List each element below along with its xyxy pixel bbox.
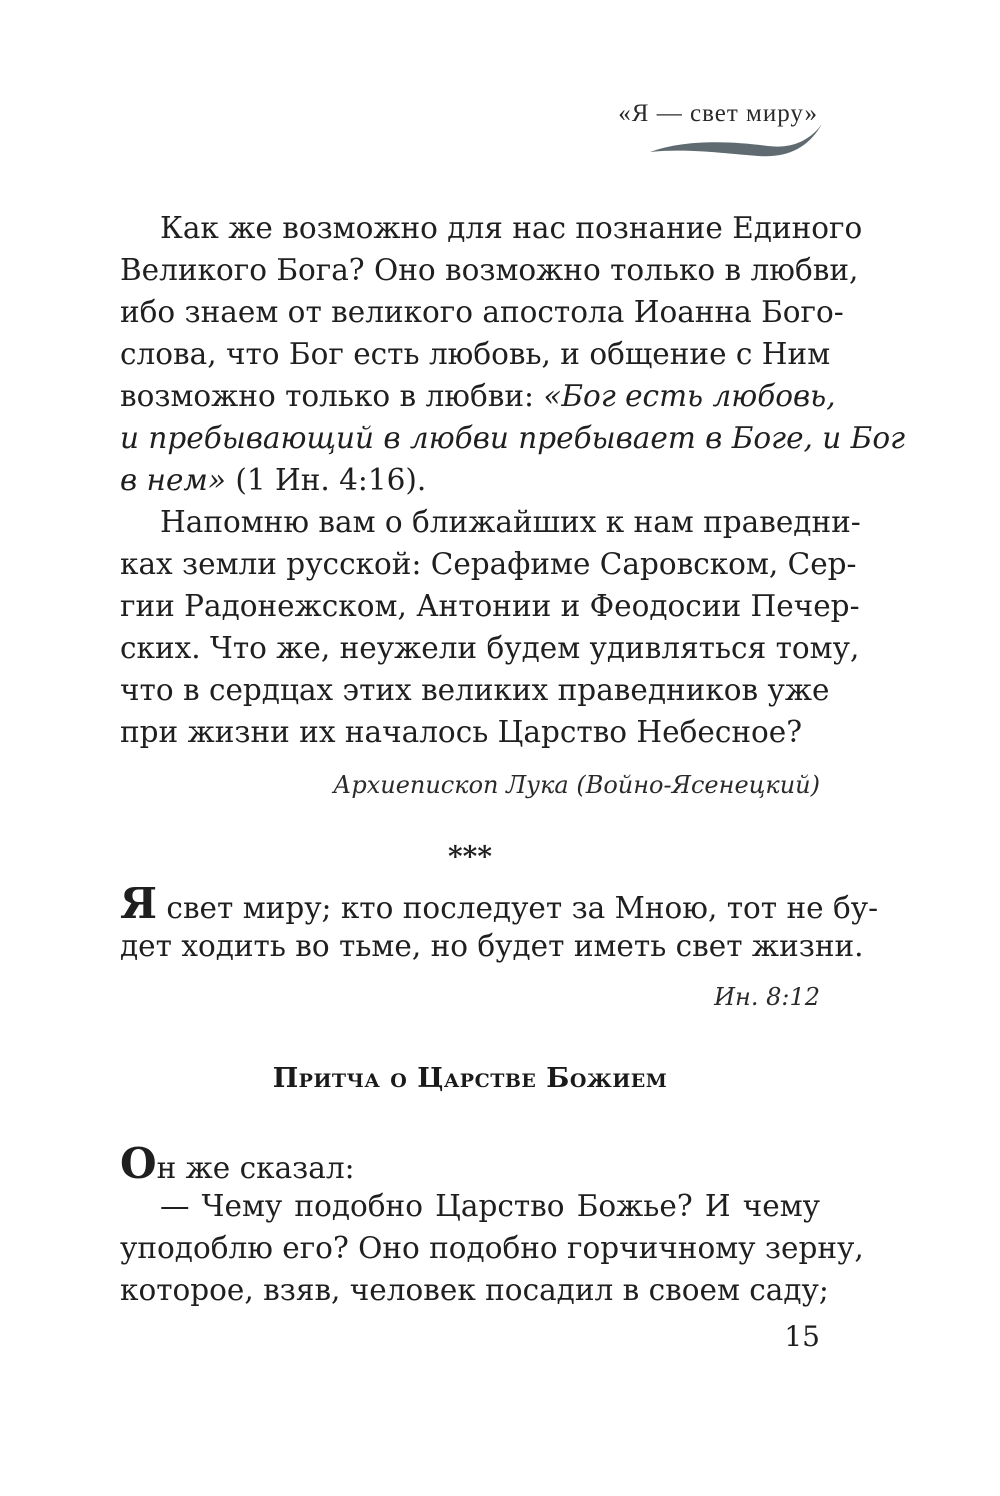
para1-line-1: Как же возможно для нас познание Единого xyxy=(160,211,863,245)
verse-line-1-rest: свет миру; кто последует за Мною, тот не бу- xyxy=(157,891,879,925)
para2-line-4: ских. Что же, неужели будем удивляться тому, xyxy=(120,631,860,665)
section-separator: *** xyxy=(448,840,492,873)
para1-line-5-quote: «Бог есть любовь, xyxy=(543,379,836,413)
verse-reference: Ин. 8:12 xyxy=(714,983,820,1011)
para2-line-6: при жизни их началось Царство Небесное? xyxy=(120,715,803,749)
para2-line-3: гии Радонежском, Антонии и Феодосии Печер- xyxy=(120,589,860,623)
section-line-4: которое, взяв, человек посадил в своем саду; xyxy=(120,1273,829,1307)
swoosh-ornament-icon xyxy=(648,118,824,162)
running-title: «Я — свет миру» xyxy=(618,100,818,127)
para1-line-6: и пребывающий в любви пребывает в Боге, и Бог xyxy=(120,421,906,455)
para1-line-5-plain: возможно только в любви: xyxy=(120,379,544,413)
attribution: Архиепископ Лука (Войно-Ясенецкий) xyxy=(333,771,820,799)
section-line-1-rest: н же сказал: xyxy=(156,1151,355,1185)
para2-line-5: что в сердцах этих великих праведников уже xyxy=(120,673,830,707)
para1-line-7-plain: (1 Ин. 4:16). xyxy=(225,463,427,497)
verse-line-2: дет ходить во тьме, но будет иметь свет жизни. xyxy=(120,929,864,963)
section-line-3: уподоблю его? Оно подобно горчичному зерну, xyxy=(120,1231,864,1265)
verse-line-1 xyxy=(120,879,879,928)
section-heading: Притча о Царстве Божием xyxy=(272,1063,668,1094)
para1-line-4: слова, что Бог есть любовь, и общение с Ним xyxy=(120,337,831,371)
section-line-1 xyxy=(120,1139,355,1188)
verse-initial: Я xyxy=(120,879,158,928)
section-line-2: — Чему подобно Царство Божье? И чему xyxy=(160,1189,820,1223)
section-initial: О xyxy=(120,1139,157,1188)
page-number: 15 xyxy=(784,1320,820,1353)
para2-line-1: Напомню вам о ближайших к нам праведни- xyxy=(160,505,861,539)
para1-line-7 xyxy=(120,460,426,500)
para2-line-2: ках земли русской: Серафиме Саровском, Сер- xyxy=(120,547,857,581)
para1-line-2: Великого Бога? Оно возможно только в любви, xyxy=(120,253,859,287)
para1-line-5 xyxy=(120,376,836,416)
para1-line-3: ибо знаем от великого апостола Иоанна Бого- xyxy=(120,295,844,329)
para1-line-7-quote: в нем» xyxy=(120,463,226,497)
